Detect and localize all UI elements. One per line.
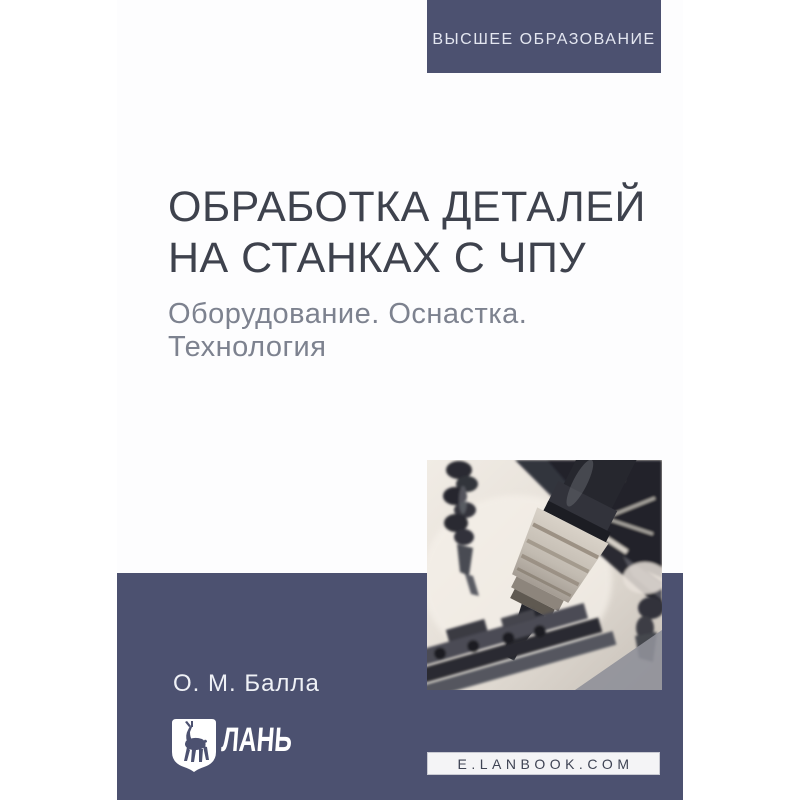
book-subtitle xyxy=(168,298,648,364)
author-name: О. М. Балла xyxy=(173,670,320,697)
series-badge xyxy=(427,0,661,73)
book-cover xyxy=(117,0,683,800)
title-block xyxy=(168,182,648,364)
title-line-1: ОБРАБОТКА ДЕТАЛЕЙ xyxy=(168,183,646,231)
publisher-logo xyxy=(172,719,320,772)
publisher-wordmark: ЛАНЬ xyxy=(220,721,294,759)
website-bar xyxy=(427,752,660,775)
title-line-2: НА СТАНКАХ С ЧПУ xyxy=(168,234,587,282)
cnc-tool-photo xyxy=(427,460,662,690)
subtitle-line-2: Технология xyxy=(168,331,327,363)
subtitle-line-1: Оборудование. Оснастка. xyxy=(168,298,528,330)
book-title xyxy=(168,182,648,284)
deer-shield-icon xyxy=(172,719,216,772)
series-badge-label: ВЫСШЕЕ ОБРАЗОВАНИЕ xyxy=(432,30,656,48)
website-url: E.LANBOOK.COM xyxy=(457,755,634,772)
